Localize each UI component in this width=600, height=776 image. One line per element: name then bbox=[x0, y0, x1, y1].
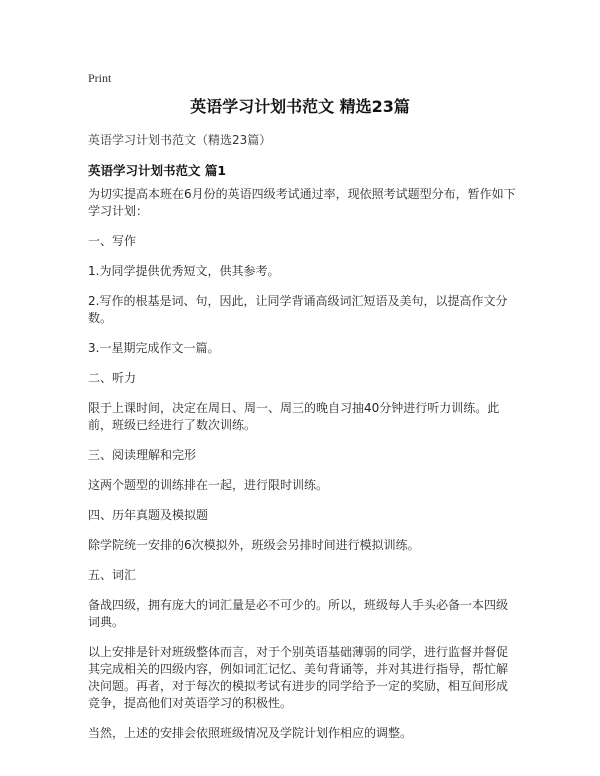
print-link[interactable]: Print bbox=[88, 71, 112, 85]
heading-reading: 三、阅读理解和完形 bbox=[88, 448, 197, 462]
document-body bbox=[88, 186, 516, 755]
page-title: 英语学习计划书范文 精选23篇 bbox=[190, 97, 410, 116]
vocabulary-paragraph: 备战四级，拥有庞大的词汇量是必不可少的。所以，班级每人手头必备一本四级词典。 bbox=[88, 598, 509, 629]
heading-listening: 二、听力 bbox=[88, 371, 137, 385]
writing-item-1: 1.为同学提供优秀短文，供其参考。 bbox=[88, 264, 280, 278]
reading-paragraph: 这两个题型的训练排在一起，进行限时训练。 bbox=[88, 478, 329, 492]
past-exams-paragraph: 除学院统一安排的6次模拟外，班级会另排时间进行模拟训练。 bbox=[88, 538, 420, 552]
heading-writing: 一、写作 bbox=[88, 234, 137, 248]
heading-vocabulary: 五、词汇 bbox=[88, 568, 137, 582]
closing-paragraph: 当然，上述的安排会依照班级情况及学院计划作相应的调整。 bbox=[88, 726, 413, 740]
writing-item-3: 3.一星期完成作文一篇。 bbox=[88, 341, 220, 355]
heading-past-exams: 四、历年真题及模拟题 bbox=[88, 508, 209, 522]
listening-paragraph: 限于上课时间，决定在周日、周一、周三的晚自习抽40分钟进行听力训练。此前，班级已经进行了数次训练。 bbox=[88, 401, 500, 432]
summary-paragraph: 以上安排是针对班级整体而言，对于个别英语基础薄弱的同学，进行监督并督促其完成相关的四级内容，例如词汇记忆、美句背诵等，并对其进行指导，帮忙解决问题。再者，对于每次的模拟考试有进步的同学给予一定的奖励，相互间形成竞争，提高他们对英语学习的积极性。 bbox=[88, 645, 509, 710]
writing-item-2: 2.写作的根基是词、句，因此，让同学背诵高级词汇短语及美句，以提高作文分数。 bbox=[88, 294, 508, 325]
section-heading: 英语学习计划书范文 篇1 bbox=[88, 163, 227, 178]
intro-paragraph: 为切实提高本班在6月份的英语四级考试通过率，现依照考试题型分布，暂作如下学习计划： bbox=[88, 187, 516, 218]
document-subtitle: 英语学习计划书范文（精选23篇） bbox=[88, 133, 272, 147]
